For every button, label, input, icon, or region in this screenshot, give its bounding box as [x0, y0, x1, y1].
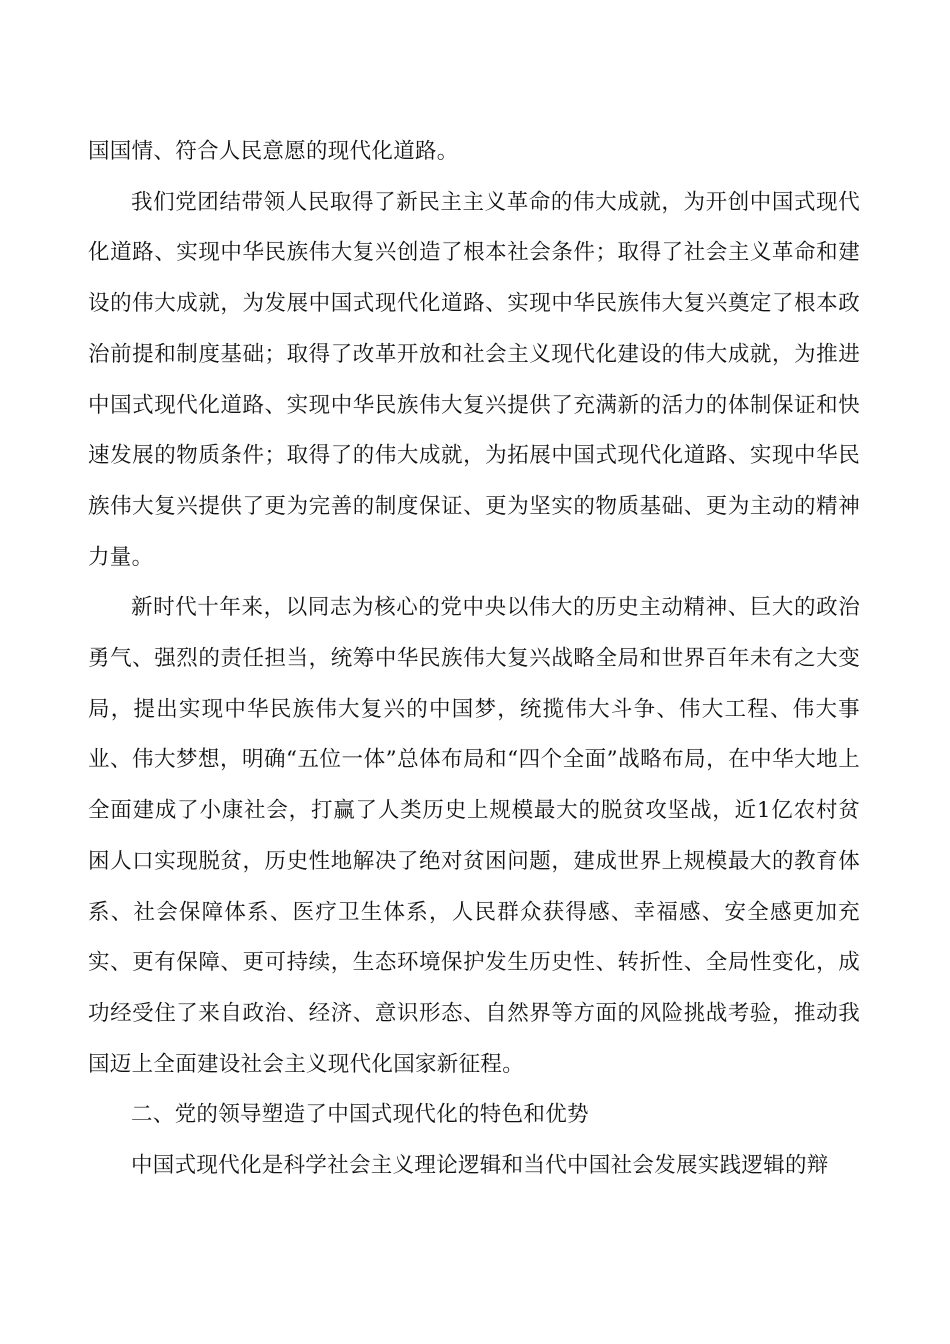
paragraph-chinese-modernization: 中国式现代化是科学社会主义理论逻辑和当代中国社会发展实践逻辑的辩	[131, 1153, 829, 1179]
section-heading: 二、党的领导塑造了中国式现代化的特色和优势	[131, 1102, 589, 1128]
paragraph-party-achievements: 我们党团结带领人民取得了新民主主义革命的伟大成就，为开创中国式现代化道路、实现中华民族伟大复兴创造了根本社会条件；取得了社会主义革命和建设的伟大成就，为发展中国式现代化道路、实现中华民族伟大复兴奠定了根本政治前提和制度基础；取得了改革开放和社会主义现代化建设的伟大成就，为推进中国式现代化道路、实现中华民族伟大复兴提供了充满新的活力的体制保证和快速发展的物质条件；取得了的伟大成就，为拓展中国式现代化道路、实现中华民族伟大复兴提供了更为完善的制度保证、更为坚实的物质基础、更为主动的精神力量。	[88, 189, 860, 570]
paragraph-continuation: 国国情、符合人民意愿的现代化道路。	[88, 139, 459, 164]
paragraph-new-era: 新时代十年来，以同志为核心的党中央以伟大的历史主动精神、巨大的政治勇气、强烈的责任担当，统筹中华民族伟大复兴战略全局和世界百年未有之大变局，提出实现中华民族伟大复兴的中国梦，统揽伟大斗争、伟大工程、伟大事业、伟大梦想，明确“五位一体”总体布局和“四个全面”战略布局，在中华大地上全面建成了小康社会，打赢了人类历史上规模最大的脱贫攻坚战，近1亿农村贫困人口实现脱贫，历史性地解决了绝对贫困问题，建成世界上规模最大的教育体系、社会保障体系、医疗卫生体系，人民群众获得感、幸福感、安全感更加充实、更有保障、更可持续，生态环境保护发生历史性、转折性、全局性变化，成功经受住了来自政治、经济、意识形态、自然界等方面的风险挑战考验，推动我国迈上全面建设社会主义现代化国家新征程。	[88, 595, 860, 1077]
document-body	[88, 127, 860, 1192]
